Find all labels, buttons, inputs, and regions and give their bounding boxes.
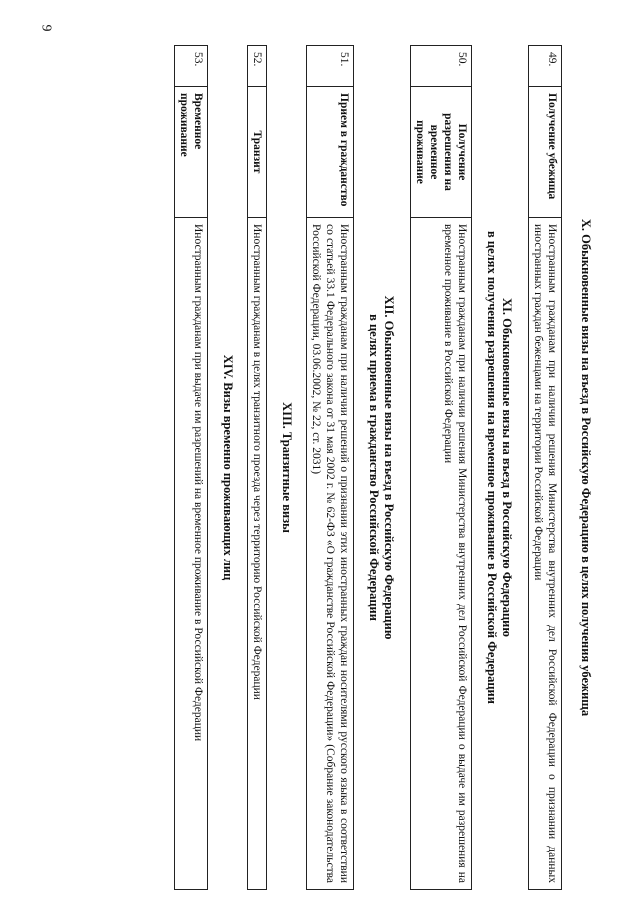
row-number: 51. (307, 46, 354, 87)
heading-line: XIV. Визы временно проживающих лиц (221, 354, 235, 581)
heading-line: XI. Обыкновенные визы на въезд в Российскую Федерацию (500, 298, 514, 637)
visa-table-50 (410, 45, 472, 890)
row-category: Транзит (248, 87, 267, 218)
row-description: Иностранным гражданам при наличии решений о признании этих иностранных граждан носителями русского языка в соответствии со статьей 33.1 Федерального закона от 31 мая 2002 г. № 62-ФЗ «О гражданстве Российской Федерации» (Собрание законодательства Российской Федерации, 03.06.2002, № 22, ст. 2031) (307, 218, 354, 890)
row-category: Прием в гражданство (307, 87, 354, 218)
visa-table-49 (528, 45, 562, 890)
row-category: Получение разрешения на временное проживание (411, 87, 472, 218)
table-row (307, 46, 354, 890)
row-description: Иностранным гражданам при наличии решения Министерства внутренних дел Российской Федерации о признании данных иностранных граждан беженцами на территории Российской Федерации (529, 218, 562, 890)
heading-line: XII. Обыкновенные визы на въезд в Российскую Федерацию (382, 295, 396, 640)
row-category: Временное проживание (175, 87, 208, 218)
row-number: 49. (529, 46, 562, 87)
row-description: Иностранным гражданам в целях транзитного проезда через территорию Российской Федерации (248, 218, 267, 890)
row-description: Иностранным гражданам при наличии решения Министерства внутренних дел Российской Федерации о выдаче им разрешения на временное проживание в Российской Федерации (411, 218, 472, 890)
heading-line: X. Обыкновенные визы на въезд в Российскую Федерацию в целях получения убежища (579, 218, 593, 717)
row-number: 52. (248, 46, 267, 87)
row-category: Получение убежища (529, 87, 562, 218)
visa-table-53 (174, 45, 208, 890)
section-heading-xii (366, 45, 396, 890)
section-heading-xiv (220, 45, 235, 890)
visa-table-52 (247, 45, 267, 890)
document-body (97, 45, 607, 890)
row-description: Иностранным гражданам при выдаче им разрешений на временное проживание в Российской Федерации (175, 218, 208, 890)
table-row (529, 46, 562, 890)
page-number: 9 (38, 24, 54, 32)
section-heading-xiii (279, 45, 294, 890)
table-row (175, 46, 208, 890)
section-heading-xi (484, 45, 514, 890)
visa-table-51 (306, 45, 354, 890)
section-heading-x (578, 45, 593, 890)
row-number: 53. (175, 46, 208, 87)
heading-line: XIII. Транзитные визы (280, 402, 294, 533)
heading-line: в целях приема в гражданство Российской Федерации (367, 314, 381, 621)
table-row (411, 46, 472, 890)
heading-line: в целях получения разрешения на временное проживание в Российской Федерации (485, 231, 499, 704)
row-number: 50. (411, 46, 472, 87)
table-row (248, 46, 267, 890)
